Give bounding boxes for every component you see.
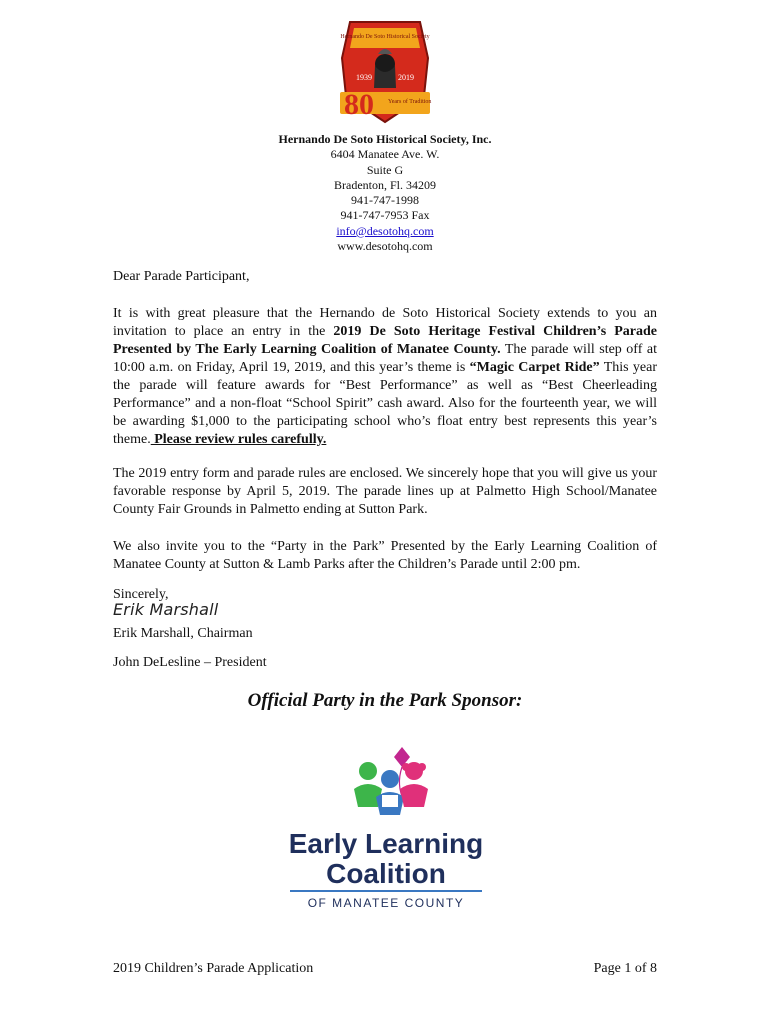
phone-number: 941-747-1998 (351, 193, 419, 208)
early-learning-coalition-logo (286, 745, 486, 913)
p1-text-c: The parade will step off at 10:00 a.m. on Friday, April 19, 2019, and this year’s theme is (113, 342, 658, 375)
page-number: Page 1 of 8 (593, 961, 657, 976)
p1-text-a: It is with great pleasure that the Hernando de Soto Historical Society extends to you an invitation to place an entry in the (113, 306, 657, 339)
paragraph-entry-form: The 2019 entry form and parade rules are enclosed. We sincerely hope that you will give us your favorable response by April 5, 2019. The parade lines up at Palmetto High School/Manatee County Fair Grounds in Palmetto ending at Sutton Park. (113, 466, 657, 517)
sponsor-heading: Official Party in the Park Sponsor: (247, 690, 523, 711)
p1-parade-name: 2019 De Soto Heritage Festival Children’s Parade Presented by The Early Learning Coalition of Manatee County. (113, 324, 657, 357)
paragraph-party-invite: We also invite you to the “Party in the Park” Presented by the Early Learning Coalition of Manatee County at Sutton & Lamb Parks after the Children’s Parade until 2:00 pm. (113, 539, 657, 572)
letterhead (0, 132, 770, 254)
elc-line-1: Early Learning (288, 828, 484, 859)
p1-text-e: This year the parade will feature awards for “Best Performance” as well as “Best Cheerleading Performance” and a non-float “School Spirit” cash award. Also for the fourteenth year, we will be awarding $1,000 to the participating school who’s float entry best represents this year’s theme. (113, 360, 657, 447)
elc-line-3: OF MANATEE COUNTY (307, 896, 465, 910)
paragraph-invitation (113, 305, 657, 449)
fax-number: 941-747-7953 Fax (340, 208, 430, 223)
salutation: Dear Parade Participant, (113, 269, 250, 284)
crest-top-text: Hernando De Soto Historical Society (340, 34, 430, 40)
crest-year-right: 2019 (398, 73, 414, 82)
email-link[interactable]: info@desotohq.com (336, 223, 434, 238)
p1-review-rules: Please review rules carefully. (150, 432, 327, 447)
chairman-line: Erik Marshall, Chairman (113, 626, 253, 641)
crest-banner-text: Years of Tradition (388, 99, 432, 105)
anniversary-crest-logo (336, 18, 434, 130)
signature: Erik Marshall (113, 600, 219, 619)
elc-line-2: Coalition (326, 858, 446, 889)
footer-title: 2019 Children’s Parade Application (113, 961, 314, 976)
crest-anniversary-number: 80 (344, 88, 374, 121)
org-name: Hernando De Soto Historical Society, Inc. (278, 132, 492, 146)
crest-year-left: 1939 (356, 73, 372, 82)
closing: Sincerely, (113, 587, 169, 602)
website-text: www.desotohq.com (337, 239, 433, 254)
p1-theme: “Magic Carpet Ride” (469, 360, 600, 375)
address-line-2: Suite G (366, 162, 404, 177)
address-city: Bradenton, Fl. 34209 (334, 177, 436, 192)
president-line: John DeLesline – President (113, 655, 267, 670)
address-line-1: 6404 Manatee Ave. W. (330, 147, 440, 162)
